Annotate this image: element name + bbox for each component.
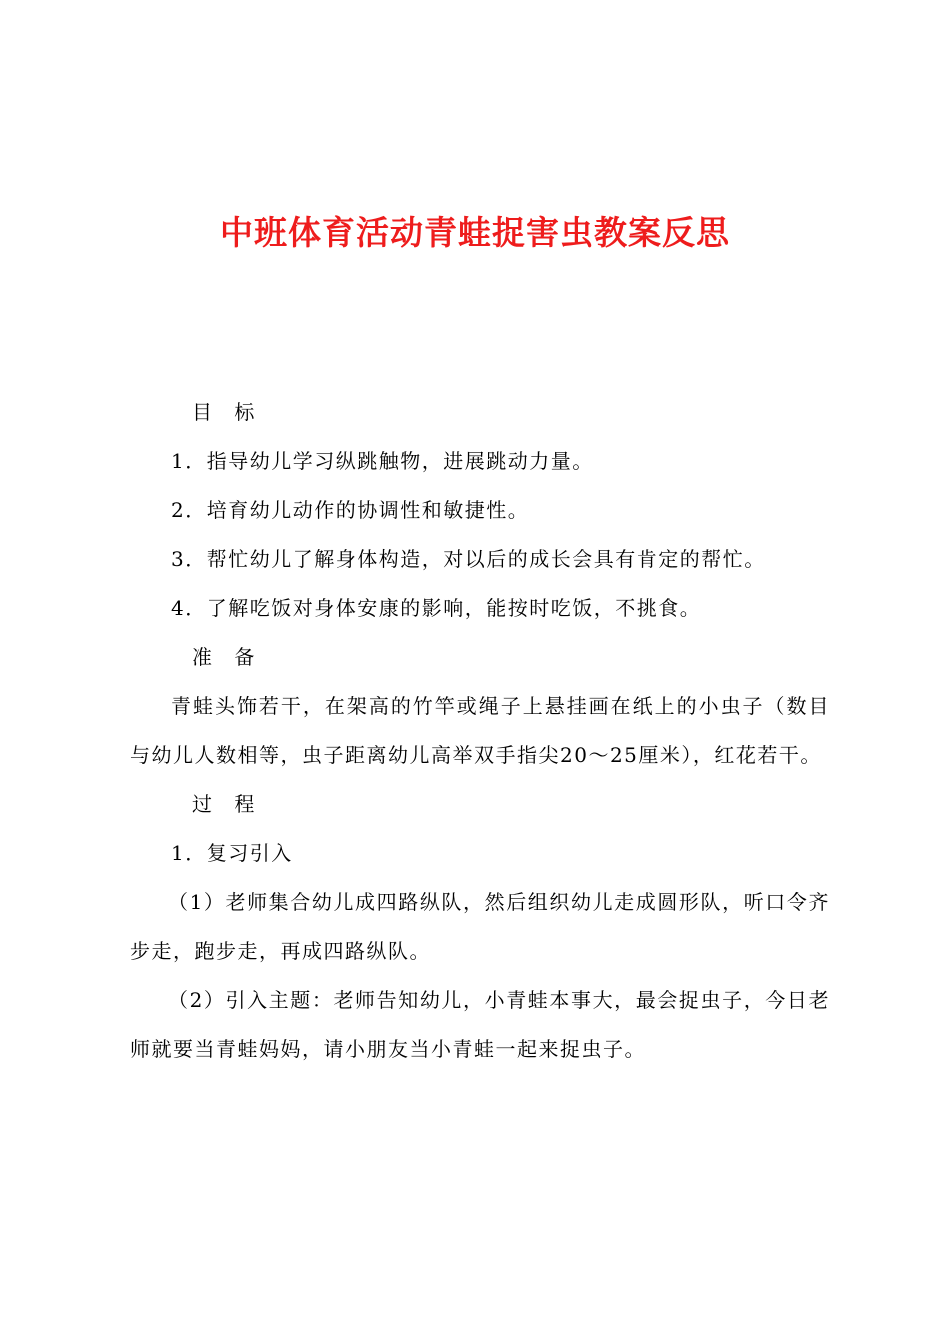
goals-heading: 目 标 [192,400,263,424]
goal-item: 2．培育幼儿动作的协调性和敏捷性。 [171,498,530,522]
goal-item: 4．了解吃饭对身体安康的影响，能按时吃饭，不挑食。 [171,596,702,620]
goal-item: 1．指导幼儿学习纵跳触物，进展跳动力量。 [171,449,594,473]
goal-item: 3．帮忙幼儿了解身体构造，对以后的成长会具有肯定的帮忙。 [171,547,766,571]
prep-heading: 准 备 [192,645,263,669]
process-item: （1）老师集合幼儿成四路纵队，然后组织幼儿走成圆形队，听口令齐步走，跑步走，再成四路纵队。 [130,890,830,963]
process-step: 1．复习引入 [171,841,293,865]
document-title: 中班体育活动青蛙捉害虫教案反思 [220,213,730,252]
document-body [130,388,830,1074]
process-heading: 过 程 [192,792,263,816]
prep-paragraph: 青蛙头饰若干，在架高的竹竿或绳子上悬挂画在纸上的小虫子（数目与幼儿人数相等，虫子距离幼儿高举双手指尖20～25厘米），红花若干。 [130,694,830,767]
process-item: （2）引入主题：老师告知幼儿，小青蛙本事大，最会捉虫子，今日老师就要当青蛙妈妈，请小朋友当小青蛙一起来捉虫子。 [130,988,830,1061]
